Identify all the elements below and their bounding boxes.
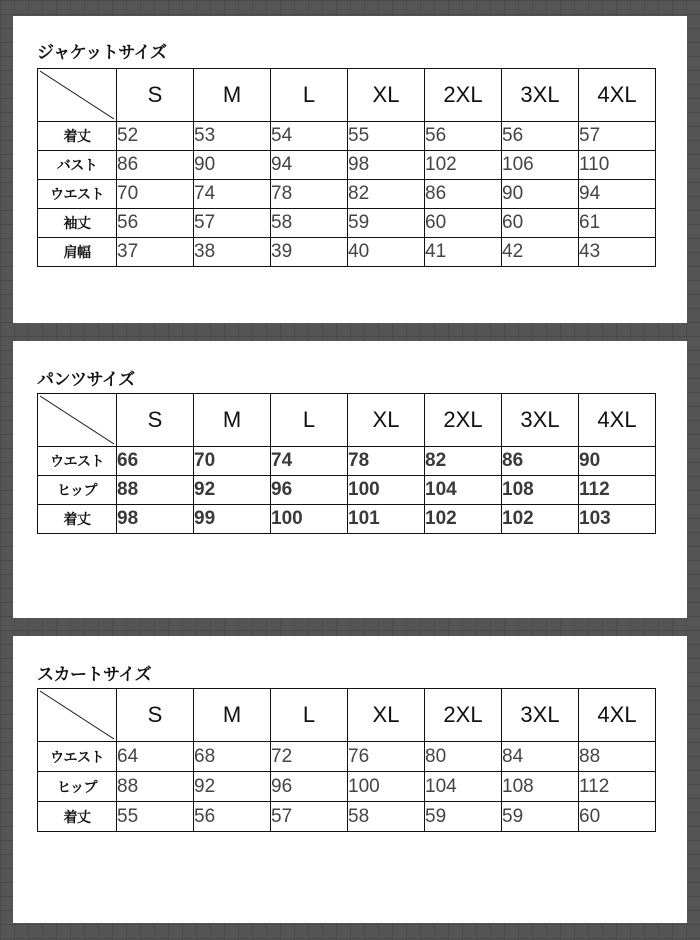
value-cell: 57 (271, 802, 348, 832)
value-cell: 102 (425, 151, 502, 180)
corner-cell (38, 689, 117, 742)
table-row (38, 209, 656, 238)
diagonal-line (38, 69, 116, 121)
pants-size-table (37, 393, 656, 534)
value-cell: 58 (271, 209, 348, 238)
diagonal-line (38, 689, 116, 741)
skirt-size-table (37, 688, 656, 832)
value-cell: 60 (579, 802, 656, 832)
value-cell: 60 (425, 209, 502, 238)
value-cell: 56 (502, 122, 579, 151)
value-cell: 42 (502, 238, 579, 267)
size-header-s: S (117, 394, 194, 447)
size-header-2xl: 2XL (425, 69, 502, 122)
value-cell: 112 (579, 476, 656, 505)
value-cell: 94 (579, 180, 656, 209)
value-cell: 82 (425, 447, 502, 476)
value-cell: 96 (271, 476, 348, 505)
value-cell: 100 (348, 476, 425, 505)
value-cell: 110 (579, 151, 656, 180)
value-cell: 102 (425, 505, 502, 534)
value-cell: 61 (579, 209, 656, 238)
value-cell: 80 (425, 742, 502, 772)
value-cell: 94 (271, 151, 348, 180)
value-cell: 78 (271, 180, 348, 209)
value-cell: 56 (425, 122, 502, 151)
size-header-4xl: 4XL (579, 689, 656, 742)
size-header-m: M (194, 69, 271, 122)
value-cell: 112 (579, 772, 656, 802)
size-header-m: M (194, 689, 271, 742)
value-cell: 72 (271, 742, 348, 772)
value-cell: 74 (194, 180, 271, 209)
value-cell: 106 (502, 151, 579, 180)
size-header-xl: XL (348, 689, 425, 742)
value-cell: 88 (117, 476, 194, 505)
size-header-s: S (117, 69, 194, 122)
value-cell: 59 (348, 209, 425, 238)
value-cell: 41 (425, 238, 502, 267)
size-header-xl: XL (348, 394, 425, 447)
value-cell: 104 (425, 772, 502, 802)
value-cell: 108 (502, 476, 579, 505)
value-cell: 90 (194, 151, 271, 180)
value-cell: 88 (579, 742, 656, 772)
table-row (38, 802, 656, 832)
value-cell: 59 (502, 802, 579, 832)
value-cell: 90 (502, 180, 579, 209)
value-cell: 59 (425, 802, 502, 832)
table-row (38, 447, 656, 476)
size-header-s: S (117, 689, 194, 742)
jacket-size-card (13, 16, 687, 323)
corner-cell (38, 394, 117, 447)
value-cell: 37 (117, 238, 194, 267)
row-label: ウエスト (38, 742, 117, 772)
value-cell: 86 (117, 151, 194, 180)
size-header-4xl: 4XL (579, 69, 656, 122)
value-cell: 56 (117, 209, 194, 238)
size-header-4xl: 4XL (579, 394, 656, 447)
value-cell: 86 (425, 180, 502, 209)
value-cell: 64 (117, 742, 194, 772)
pants-size-title: パンツサイズ (37, 370, 135, 390)
table-row (38, 238, 656, 267)
value-cell: 88 (117, 772, 194, 802)
corner-cell (38, 69, 117, 122)
value-cell: 43 (579, 238, 656, 267)
value-cell: 55 (348, 122, 425, 151)
table-row (38, 180, 656, 209)
size-header-3xl: 3XL (502, 394, 579, 447)
size-header-l: L (271, 689, 348, 742)
row-label: 着丈 (38, 122, 117, 151)
table-row (38, 476, 656, 505)
value-cell: 55 (117, 802, 194, 832)
row-label: 着丈 (38, 802, 117, 832)
value-cell: 74 (271, 447, 348, 476)
row-label: バスト (38, 151, 117, 180)
value-cell: 57 (579, 122, 656, 151)
size-header-l: L (271, 394, 348, 447)
value-cell: 84 (502, 742, 579, 772)
value-cell: 96 (271, 772, 348, 802)
value-cell: 101 (348, 505, 425, 534)
value-cell: 100 (348, 772, 425, 802)
value-cell: 98 (117, 505, 194, 534)
value-cell: 66 (117, 447, 194, 476)
size-header-3xl: 3XL (502, 69, 579, 122)
value-cell: 103 (579, 505, 656, 534)
skirt-size-title: スカートサイズ (37, 665, 152, 685)
value-cell: 92 (194, 772, 271, 802)
value-cell: 102 (502, 505, 579, 534)
value-cell: 76 (348, 742, 425, 772)
value-cell: 90 (579, 447, 656, 476)
value-cell: 70 (117, 180, 194, 209)
table-row (38, 151, 656, 180)
row-label: 着丈 (38, 505, 117, 534)
value-cell: 104 (425, 476, 502, 505)
value-cell: 82 (348, 180, 425, 209)
size-header-3xl: 3XL (502, 689, 579, 742)
row-label: ウエスト (38, 180, 117, 209)
row-label: 袖丈 (38, 209, 117, 238)
row-label: ウエスト (38, 447, 117, 476)
value-cell: 57 (194, 209, 271, 238)
jacket-size-title: ジャケットサイズ (37, 43, 167, 63)
value-cell: 100 (271, 505, 348, 534)
size-header-m: M (194, 394, 271, 447)
value-cell: 39 (271, 238, 348, 267)
value-cell: 52 (117, 122, 194, 151)
value-cell: 108 (502, 772, 579, 802)
table-row (38, 505, 656, 534)
size-header-2xl: 2XL (425, 394, 502, 447)
header-row (38, 689, 656, 742)
row-label: 肩幅 (38, 238, 117, 267)
value-cell: 92 (194, 476, 271, 505)
size-header-l: L (271, 69, 348, 122)
row-label: ヒップ (38, 772, 117, 802)
value-cell: 98 (348, 151, 425, 180)
value-cell: 86 (502, 447, 579, 476)
skirt-size-card (13, 636, 687, 923)
value-cell: 60 (502, 209, 579, 238)
table-row (38, 122, 656, 151)
pants-size-card (13, 341, 687, 618)
diagonal-line (38, 394, 116, 446)
jacket-size-table (37, 68, 656, 267)
header-row (38, 69, 656, 122)
value-cell: 78 (348, 447, 425, 476)
size-header-2xl: 2XL (425, 689, 502, 742)
value-cell: 58 (348, 802, 425, 832)
table-row (38, 772, 656, 802)
value-cell: 40 (348, 238, 425, 267)
value-cell: 56 (194, 802, 271, 832)
value-cell: 38 (194, 238, 271, 267)
row-label: ヒップ (38, 476, 117, 505)
value-cell: 99 (194, 505, 271, 534)
table-row (38, 742, 656, 772)
size-header-xl: XL (348, 69, 425, 122)
value-cell: 54 (271, 122, 348, 151)
value-cell: 53 (194, 122, 271, 151)
header-row (38, 394, 656, 447)
value-cell: 68 (194, 742, 271, 772)
value-cell: 70 (194, 447, 271, 476)
